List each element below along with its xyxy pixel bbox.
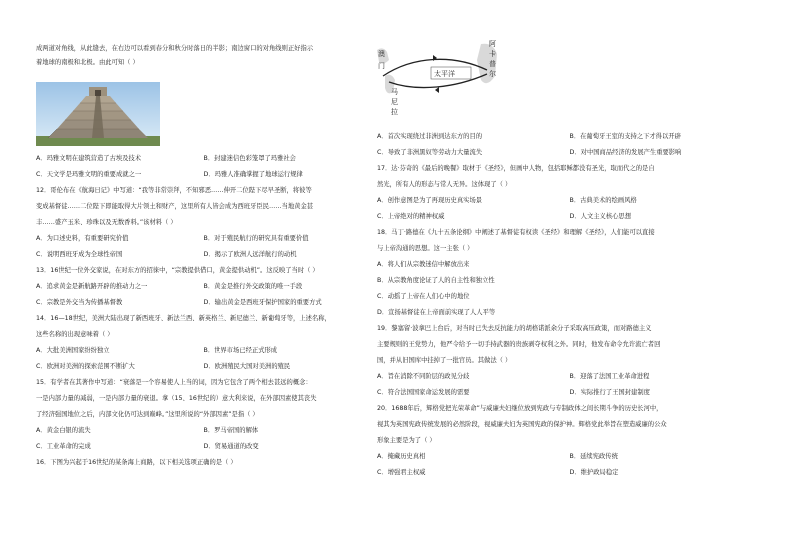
- option-d[interactable]: D．维护政局稳定: [569, 469, 619, 476]
- option-c[interactable]: C．说明西班牙成为全球性帝国: [36, 251, 123, 258]
- map-label: 马: [391, 88, 398, 96]
- option-b[interactable]: B．罗马帝国的解体: [203, 427, 259, 434]
- question-text: 13．16世纪一位外交家说，在对东方的招徕中，“宗教提供借口，黄金提供动机”。这反映了当时（ ）: [36, 267, 319, 274]
- option-a[interactable]: A．首次实现绕过非洲到达东方的目的: [377, 133, 483, 140]
- option-b[interactable]: B．在葡萄牙王室的支持之下才得以开辟: [569, 133, 681, 140]
- option-c[interactable]: C．符合法国国家命运发展的需要: [377, 389, 470, 396]
- option-c[interactable]: C．工业革命的完成: [36, 443, 91, 450]
- option-a[interactable]: A．追求黄金是新航路开辟的推动力之一: [36, 283, 148, 290]
- question-text: 17．达·芬奇的《最后的晚餐》取材于《圣经》，但画中人物，包括耶稣都没有圣光，取而代之的是自: [377, 165, 655, 172]
- option-d[interactable]: D．宣扬基督徒在上帝面前实现了人人平等: [377, 309, 496, 316]
- option-c[interactable]: C．导致了非洲黑奴等劳动力大量流失: [377, 149, 483, 156]
- option-b[interactable]: B．从宗教角度论证了人的自主性和独立性: [377, 277, 495, 284]
- option-b[interactable]: B．延续宪政传统: [569, 453, 618, 460]
- map-label: 门: [378, 62, 385, 70]
- option-a[interactable]: A．玛雅文明在建筑营造了古埃及技术: [36, 155, 142, 162]
- option-c[interactable]: C．欧洲对美洲的探索范围不断扩大: [36, 363, 135, 370]
- option-d[interactable]: D．贸易通道的改变: [203, 443, 259, 450]
- option-d[interactable]: D．揭示了欧洲人远洋航行的动机: [203, 251, 297, 258]
- question-text: 12．哥伦布在《航海日记》中写道：“我等非常崇拜，不知邪恶……伸开二位陛下尽早圣断，将彼等: [36, 187, 312, 194]
- question-text: 国，并从旧国库中挂掉了一批官员。其做法（ ）: [377, 357, 512, 364]
- option-a[interactable]: A．创作意图是为了再现历史真实场景: [377, 197, 483, 204]
- map-label: 普: [489, 60, 496, 68]
- map-label: 尔: [489, 70, 496, 78]
- option-b[interactable]: B．封建迷信色彩笼罩了玛雅社会: [203, 155, 296, 162]
- question-text: 19．黎塞留·波拿巴上台后，对当时已失去反抗能力的胡格诺派余分子采取高压政策，而对路德主义: [377, 325, 652, 332]
- option-a[interactable]: A．将人们从宗教迷信中解放出来: [377, 261, 470, 268]
- option-a[interactable]: A．黄金白银的流失: [36, 427, 91, 434]
- option-d[interactable]: D．输出黄金是西班牙保护国家的重要方式: [203, 299, 322, 306]
- question-text: 变成基督徒……二位陛下即能取得大片领土和财产，这里所有人皆会成为西班牙臣民……当地黄金甚: [36, 203, 314, 210]
- question-text: 形象主要是为了（ ）: [377, 437, 436, 444]
- option-b[interactable]: B．古典美术的绘画风格: [569, 197, 637, 204]
- question-text: 这些名称的出现意味着（ ）: [36, 331, 114, 338]
- option-c[interactable]: C．天文学是玛雅文明的重要成就之一: [36, 171, 142, 178]
- question-text: 18．马丁·路德在《九十五条论纲》中阐述了基督徒有权读《圣经》和理解《圣经》，人们能可以直接: [377, 229, 655, 236]
- pyramid-photo: [36, 82, 160, 146]
- option-d[interactable]: D．实际推行了王国封建制度: [569, 389, 650, 396]
- option-a[interactable]: A．为口述史料，有重要研究价值: [36, 235, 129, 242]
- option-c[interactable]: C．上帝绝对的精神权威: [377, 213, 445, 220]
- map-label: 太平洋: [434, 70, 455, 78]
- question-text: 一是内部力量的减弱，一是内部力量的衰退。拿（15、16世纪的）意大利来说，在外部因素使其丧失: [36, 395, 317, 402]
- map-label: 卡: [489, 50, 496, 58]
- option-c[interactable]: C．增强君主权威: [377, 469, 426, 476]
- question-text: 16．下图为兴起于16世纪的某条海上商路，以下相关选项正确的是（ ）: [36, 459, 237, 466]
- option-c[interactable]: C．动摇了上帝在人们心中的地位: [377, 293, 470, 300]
- option-a[interactable]: A．旨在消除不同阶层的政见分歧: [377, 373, 470, 380]
- question-text: 然光，所有人的形态与常人无异。这体现了（ ）: [377, 181, 512, 188]
- option-d[interactable]: D．人文主义核心思想: [569, 213, 632, 220]
- question-text: 主要规则的王党势力，他严令给予一切手持武器的贵族剥夺权利之外。同时，他发布命令允许流亡者回: [377, 341, 661, 348]
- question-text: 20．1688年后，辉格党把光荣革命”与威廉夫妇继位放到宪政与专制政体之间长期斗争的历史长河中，: [377, 405, 663, 412]
- question-text: 丰……盛产玉米、珍珠以及无数香料。”该材料（ ）: [36, 219, 177, 226]
- option-d[interactable]: D．玛雅人准确掌握了地球运行规律: [203, 171, 303, 178]
- map-label: 澳: [378, 50, 385, 58]
- passage-line: 成两道对角线，从此缝去，在右边可以看到春分和秋分时落日的半影；南边窗口的对角线则正好指示: [36, 45, 314, 52]
- trade-route-map: [377, 36, 503, 116]
- option-a[interactable]: A．掩藏历史真相: [377, 453, 426, 460]
- option-a[interactable]: A．大批美洲国家纷纷独立: [36, 347, 110, 354]
- map-label: 尼: [391, 98, 398, 106]
- question-text: 与上帝沟通的思想。这一主张（ ）: [377, 245, 474, 252]
- map-label: 拉: [391, 108, 398, 116]
- question-text: 视其为英国宪政传统发展的必然阶段，视威廉夫妇为英国宪政的保护神。辉格党此举旨在塑造威廉的公众: [377, 421, 667, 428]
- option-b[interactable]: B．对于殖民航行的研究具有重要价值: [203, 235, 309, 242]
- question-text: 15．有学者在其著作中写道：“衰落是一个容易使人上当的词，因为它包含了两个相去甚远的概念：: [36, 379, 312, 386]
- option-c[interactable]: C．宗教是外交当为传播基督教: [36, 299, 123, 306]
- option-b[interactable]: B．黄金是推行外交政策的唯一手段: [203, 283, 303, 290]
- question-text: 了经济强国地位之后，内部文化仍可达到巅峰。”这里所说的“外部因素”是指（ ）: [36, 411, 259, 418]
- option-d[interactable]: D．欧洲殖民大国对美洲的殖民: [203, 363, 291, 370]
- option-b[interactable]: B．世界市场已经正式形成: [203, 347, 278, 354]
- option-d[interactable]: D．对中国商品经济的发展产生重要影响: [569, 149, 682, 156]
- question-text: 14．16—18世纪，美洲大陆出现了新西班牙、新法兰西、新英格兰、新尼德兰、新葡萄牙等，上述名称，: [36, 315, 331, 322]
- passage-line: 着地球的南极和北极。由此可知（ ）: [36, 59, 139, 66]
- option-b[interactable]: B．迎落了法国工业革命进程: [569, 373, 650, 380]
- map-label: 阿: [489, 40, 496, 48]
